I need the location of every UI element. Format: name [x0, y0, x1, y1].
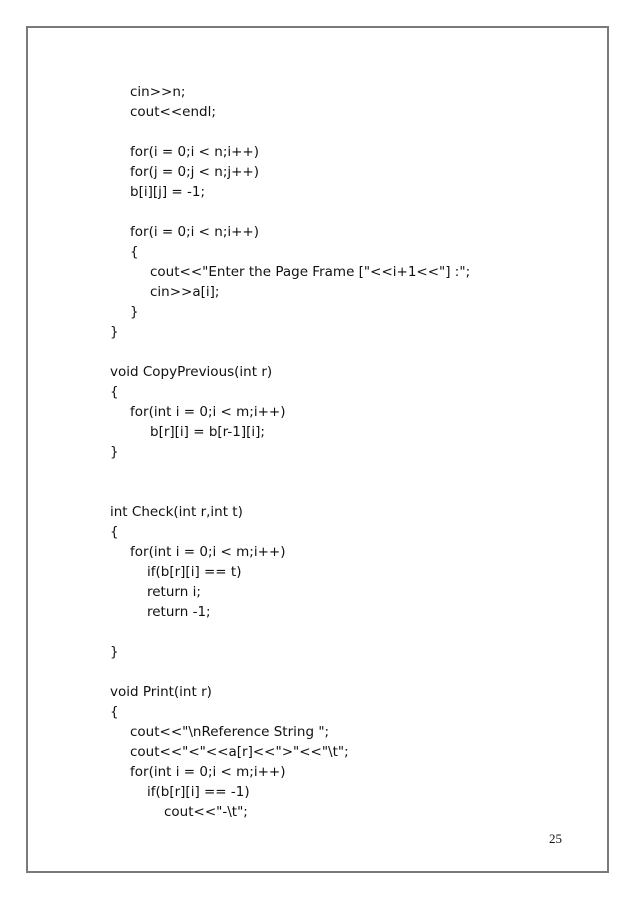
code-line: { — [110, 384, 119, 400]
blank-line — [110, 662, 470, 682]
code-line: return -1; — [147, 604, 211, 620]
code-line: } — [110, 644, 119, 660]
code-line: } — [110, 324, 119, 340]
code-line: for(j = 0;j < n;j++) — [130, 164, 260, 180]
code-line: void Print(int r) — [110, 684, 212, 700]
code-line: { — [110, 704, 119, 720]
code-line: cout<<"Enter the Page Frame ["<<i+1<<"] :"; — [150, 264, 471, 280]
code-line: int Check(int r,int t) — [110, 504, 243, 520]
code-line: for(int i = 0;i < m;i++) — [130, 404, 286, 420]
code-line: } — [130, 304, 139, 320]
blank-line — [110, 202, 470, 222]
code-line: cin>>n; — [130, 84, 186, 100]
code-line: for(int i = 0;i < m;i++) — [130, 544, 286, 560]
blank-line — [110, 482, 470, 502]
code-line: if(b[r][i] == t) — [147, 564, 242, 580]
blank-line — [110, 462, 470, 482]
code-line: for(i = 0;i < n;i++) — [130, 144, 260, 160]
code-line: cout<<"-\t"; — [164, 804, 248, 820]
code-line: cout<<"<"<<a[r]<<">"<<"\t"; — [130, 744, 349, 760]
blank-line — [110, 622, 470, 642]
code-line: cin>>a[i]; — [150, 284, 220, 300]
code-line: { — [110, 524, 119, 540]
page-number: 25 — [549, 831, 562, 846]
code-line: { — [130, 244, 139, 260]
code-line: if(b[r][i] == -1) — [147, 784, 250, 800]
blank-line — [110, 122, 470, 142]
code-line: b[r][i] = b[r-1][i]; — [150, 424, 265, 440]
code-line: for(int i = 0;i < m;i++) — [130, 764, 286, 780]
code-line: for(i = 0;i < n;i++) — [130, 224, 260, 240]
code-line: cout<<endl; — [130, 104, 216, 120]
code-line: } — [110, 444, 119, 460]
code-line: b[i][j] = -1; — [130, 184, 206, 200]
blank-line — [110, 342, 470, 362]
code-line: cout<<"\nReference String "; — [130, 724, 330, 740]
code-line: void CopyPrevious(int r) — [110, 364, 273, 380]
code-listing — [110, 82, 470, 822]
code-line: return i; — [147, 584, 201, 600]
